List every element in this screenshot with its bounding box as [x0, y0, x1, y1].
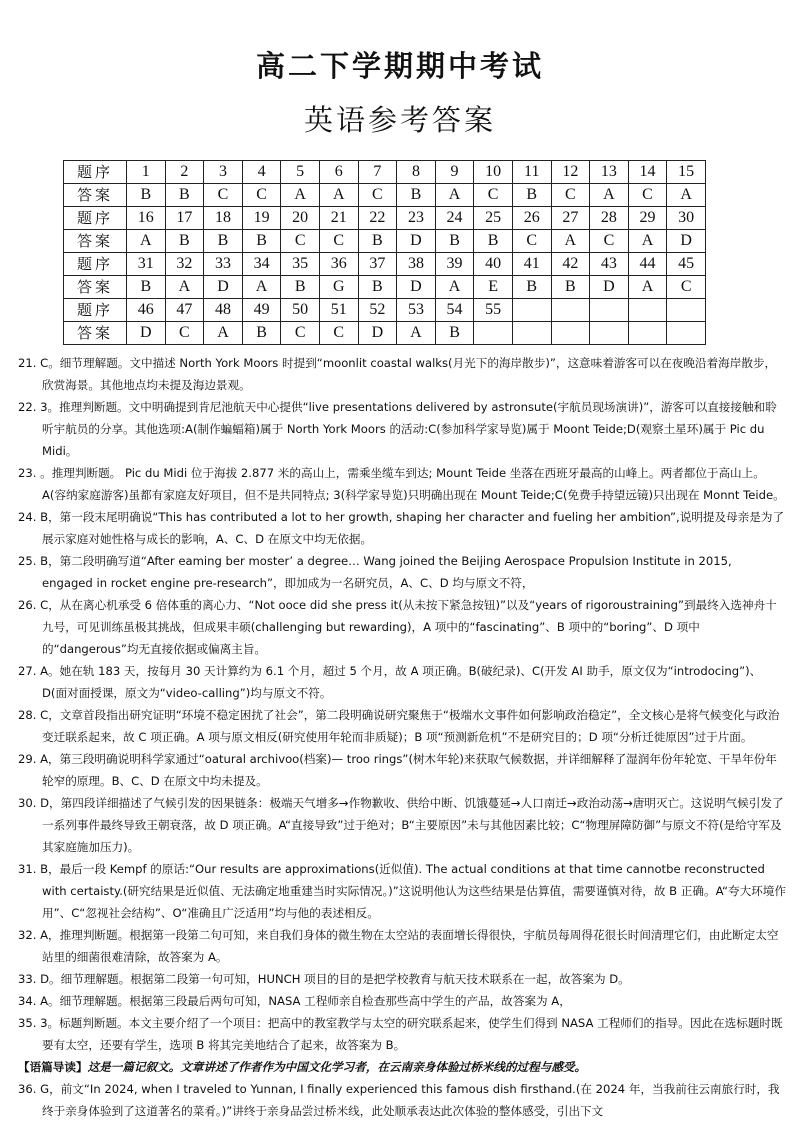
answer-cell: A: [435, 276, 474, 299]
answer-cell: D: [204, 276, 243, 299]
answer-cell: C: [319, 230, 358, 253]
answer-cell: B: [165, 230, 204, 253]
question-number-cell: [667, 299, 706, 322]
explanation-paragraph: 27. A。她在轨 183 天，按每月 30 天计算约为 6.1 个月，超过 5 个月，故 A 项正确。B(破纪录)、C(开发 AI 助手，原文仅为“introdocing”)、D(面对面授课，原文为“video-calling”)均与原文不符。: [18, 664, 762, 700]
answer-cell: A: [242, 276, 281, 299]
answer-cell: [628, 322, 667, 345]
question-number-cell: 44: [628, 253, 667, 276]
question-number-cell: 48: [204, 299, 243, 322]
answer-header-cell: 答案: [64, 276, 127, 299]
answer-cell: C: [474, 184, 513, 207]
question-number-cell: 23: [397, 207, 436, 230]
answer-cell: D: [397, 276, 436, 299]
question-number-cell: 33: [204, 253, 243, 276]
question-number-cell: 55: [474, 299, 513, 322]
question-number-cell: 30: [667, 207, 706, 230]
answer-cell: C: [204, 184, 243, 207]
answer-cell: C: [319, 322, 358, 345]
answer-cell: C: [667, 276, 706, 299]
question-number-cell: 32: [165, 253, 204, 276]
answer-cell: C: [628, 184, 667, 207]
answer-cell: G: [319, 276, 358, 299]
question-number-cell: 34: [242, 253, 281, 276]
question-number-cell: 6: [319, 161, 358, 184]
question-number-cell: 52: [358, 299, 397, 322]
question-header-cell: 题序: [64, 299, 127, 322]
explanation-paragraph: 21. C。细节理解题。文中描述 North York Moors 时提到“moonlit coastal walks(月光下的海岸散步)”，这意味着游客可以在夜晚沿着海岸散步，欣赏海景。其他地点均未提及海边景观。: [18, 356, 777, 392]
answer-cell: A: [165, 276, 204, 299]
answer-cell: [512, 322, 551, 345]
question-number-cell: 16: [127, 207, 166, 230]
explanation-paragraph: 25. B，第二段明确写道“After eaming ber moster’ a degree… Wang joined the Beijing Aerospace Propulsion Institute in 2015, engaged in rocket engine pre-research”，即加成为一名研究员，A、C、D 均与原文不符，: [18, 554, 732, 590]
answer-cell: B: [358, 276, 397, 299]
question-number-cell: 43: [590, 253, 629, 276]
explanation-paragraph: 36. G，前文“In 2024, when I traveled to Yunnan, I finally experienced this famous dish firsthand.(在 2024 年，当我前往云南旅行时，我终于亲身体验到了这道著名的菜肴。)”讲终于亲身品尝过桥米线，此处顺承表达此次体验的整体感受，引出下文: [18, 1082, 780, 1118]
answer-header-cell: 答案: [64, 322, 127, 345]
question-number-cell: 47: [165, 299, 204, 322]
answer-cell: B: [281, 276, 320, 299]
answer-cell: A: [319, 184, 358, 207]
answer-cell: [474, 322, 513, 345]
question-number-row: [64, 207, 706, 230]
answer-cell: A: [551, 230, 590, 253]
question-number-cell: 50: [281, 299, 320, 322]
question-number-cell: 29: [628, 207, 667, 230]
question-number-cell: 12: [551, 161, 590, 184]
question-number-cell: 45: [667, 253, 706, 276]
explanation-paragraph: 23. 。推理判断题。 Pic du Midi 位于海拔 2.877 米的高山上，需乘坐缆车到达; Mount Teide 坐落在西班牙最高的山峰上。两者都位于高山上。A(容纳家庭游客)虽都有家庭友好项目，但不是共同特点; 3(科学家导览)只明确出现在 Mount Teide;C(免费手持望远镜)只出现在 Monnt Teide。: [18, 466, 785, 502]
answer-cell: C: [165, 322, 204, 345]
answer-cell: B: [435, 322, 474, 345]
question-number-cell: 25: [474, 207, 513, 230]
question-number-cell: 51: [319, 299, 358, 322]
answer-cell: A: [204, 322, 243, 345]
question-number-cell: 42: [551, 253, 590, 276]
reading-guide-text: 这是一篇记叙文。文章讲述了作者作为中国文化学习者，在云南亲身体验过桥米线的过程与感受。: [87, 1060, 587, 1074]
answer-cell: B: [358, 230, 397, 253]
answer-cell: B: [397, 184, 436, 207]
question-number-cell: 18: [204, 207, 243, 230]
answer-cell: D: [127, 322, 166, 345]
question-number-cell: 36: [319, 253, 358, 276]
question-number-cell: 4: [242, 161, 281, 184]
explanation-paragraph: 26. C，从在离心机承受 6 倍体重的离心力、“Not ooce did she press it(从未按下紧急按钮)”以及“years of rigoroustraining”到最终入选神舟十九号，可见训练虽极其挑战，但成果丰硕(challenging but rewarding)，A 项中的“fascinating”、B 项中的“boring”、D 项中的“dangerous”均无直接依据或偏离主旨。: [18, 598, 777, 656]
answer-cell: B: [435, 230, 474, 253]
question-header-cell: 题序: [64, 161, 127, 184]
question-number-cell: 27: [551, 207, 590, 230]
answer-cell: A: [435, 184, 474, 207]
question-number-cell: 38: [397, 253, 436, 276]
question-number-cell: 15: [667, 161, 706, 184]
answer-cell: C: [551, 184, 590, 207]
question-number-cell: 49: [242, 299, 281, 322]
question-number-cell: 22: [358, 207, 397, 230]
question-number-cell: 28: [590, 207, 629, 230]
question-header-cell: 题序: [64, 253, 127, 276]
answer-cell: [551, 322, 590, 345]
question-number-row: [64, 253, 706, 276]
question-number-cell: 1: [127, 161, 166, 184]
question-number-cell: 5: [281, 161, 320, 184]
answer-cell: A: [590, 184, 629, 207]
answer-cell: B: [512, 276, 551, 299]
question-number-cell: 54: [435, 299, 474, 322]
explanations-section: [18, 352, 786, 1122]
question-number-cell: 19: [242, 207, 281, 230]
answer-row: [64, 322, 706, 345]
answer-header-cell: 答案: [64, 230, 127, 253]
answer-cell: C: [512, 230, 551, 253]
question-number-cell: 53: [397, 299, 436, 322]
answer-cell: B: [165, 184, 204, 207]
explanation-paragraph: 34. A。细节理解题。根据第三段最后两句可知，NASA 工程师亲自检查那些高中学生的产品，故答案为 A，: [18, 994, 571, 1008]
question-number-cell: 24: [435, 207, 474, 230]
answer-cell: B: [242, 230, 281, 253]
explanation-paragraph: 33. D。细节理解题。根据第二段第一句可知，HUNCH 项目的目的是把学校教育与航天技术联系在一起，故答案为 D。: [18, 972, 630, 986]
question-number-cell: 31: [127, 253, 166, 276]
question-number-cell: 13: [590, 161, 629, 184]
question-number-cell: 11: [512, 161, 551, 184]
question-number-cell: 7: [358, 161, 397, 184]
question-number-cell: 3: [204, 161, 243, 184]
reading-guide-label: 【语篇导读】: [18, 1060, 88, 1074]
question-number-cell: 9: [435, 161, 474, 184]
question-number-cell: 17: [165, 207, 204, 230]
question-number-cell: 37: [358, 253, 397, 276]
answer-cell: D: [667, 230, 706, 253]
question-number-cell: [512, 299, 551, 322]
answer-cell: A: [397, 322, 436, 345]
answer-cell: D: [358, 322, 397, 345]
answer-cell: [590, 322, 629, 345]
answer-cell: A: [667, 184, 706, 207]
question-header-cell: 题序: [64, 207, 127, 230]
question-number-cell: 35: [281, 253, 320, 276]
answer-cell: A: [628, 230, 667, 253]
question-number-cell: 40: [474, 253, 513, 276]
answer-header-cell: 答案: [64, 184, 127, 207]
answer-cell: D: [590, 276, 629, 299]
answer-row: [64, 184, 706, 207]
question-number-cell: [628, 299, 667, 322]
explanation-paragraph: 29. A，第三段明确说明科学家通过“oatural archivoo(档案)— troo rings”(树木年轮)来获取气候数据，并详细解释了湿润年份年轮宽、干旱年份年轮窄的原理。B、C、D 在原文中均未提及。: [18, 752, 777, 788]
question-number-cell: [551, 299, 590, 322]
reading-guide: [18, 1056, 786, 1078]
question-number-cell: 21: [319, 207, 358, 230]
answer-cell: [667, 322, 706, 345]
answer-cell: B: [551, 276, 590, 299]
question-number-cell: 46: [127, 299, 166, 322]
question-number-cell: 20: [281, 207, 320, 230]
answer-cell: B: [242, 322, 281, 345]
answer-cell: B: [127, 184, 166, 207]
answer-cell: A: [127, 230, 166, 253]
explanation-paragraph: 30. D，第四段详细描述了气候引发的因果链条：极端天气增多→作物歉收、供给中断、饥饿蔓延→人口南迁→政治动荡→唐明灭亡。这说明气候引发了一系列事件最终导致王朝衰落，故 D 项正确。A“直接导致”过于绝对；B“主要原因”未与其他因素比较；C“物理屏障防御”与原文不符(是给守军及其家庭施加压力)。: [18, 796, 784, 854]
explanation-paragraph: 24. B，第一段末尾明确说“This has contributed a lot to her growth, shaping her character and fueling her ambition”,说明提及母亲是为了展示家庭对她性格与成长的影响，A、C、D 在原文中均无依据。: [18, 510, 785, 546]
explanation-paragraph: 22. 3。推理判断题。文中明确提到肯尼池航天中心提供“live presentations delivered by astronsute(宇航员现场演讲)”，游客可以直接接触和聆听宇航员的分享。其他选项:A(制作蝙蝠箱)属于 North York Moors 的活动:C(参加科学家导览)属于 Moont Teide;D(观察土星环)属于 Pic du Midi。: [18, 400, 777, 458]
question-number-cell: 2: [165, 161, 204, 184]
answer-table: [63, 160, 706, 345]
explanation-paragraph: 31. B，最后一段 Kempf 的原话:“Our results are approximations(近似值). The actual conditions at that time cannotbe reconstructed with certaisty.(研究结果是近似值、无法确定地重建当时实际情况。)”这说明他认为这些结果是估算值，需要谨慎对待，故 B 正确。A“夸大环境作用”、C“忽视社会结构”、O“准确且广泛适用”均与他的表述相反。: [18, 862, 786, 920]
answer-cell: C: [281, 322, 320, 345]
explanation-paragraph: 32. A，推理判断题。根据第一段第二句可知，来自我们身体的微生物在太空站的表面增长得很快，宇航员每周得花很长时间清理它们，由此断定太空站里的细菌很难清除，故答案为 A。: [18, 928, 779, 964]
answer-cell: C: [281, 230, 320, 253]
answer-row: [64, 276, 706, 299]
answer-cell: B: [512, 184, 551, 207]
explanation-paragraph: 35. 3。标题判断题。本文主要介绍了一个项目：把高中的教室教学与太空的研究联系起来，使学生们得到 NASA 工程师们的指导。因此在选标题时既要有太空，还要有学生，选项 B 将其完美地结合了起来，故答案为 B。: [18, 1016, 783, 1052]
answer-cell: A: [281, 184, 320, 207]
exam-subtitle: 英语参考答案: [303, 103, 496, 137]
answer-cell: B: [204, 230, 243, 253]
question-number-cell: 14: [628, 161, 667, 184]
answer-cell: B: [127, 276, 166, 299]
question-number-cell: 8: [397, 161, 436, 184]
answer-cell: D: [397, 230, 436, 253]
exam-title: 高二下学期期中考试: [255, 49, 544, 83]
answer-cell: C: [242, 184, 281, 207]
explanation-paragraph: 28. C，文章首段指出研究证明“环境不稳定困扰了社会”，第二段明确说研究聚焦于“极端水文事件如何影响政治稳定”，全文核心是将气候变化与政治变迁联系起来，故 C 项正确。A 项与原文相反(研究使用年轮而非质疑)；B 项“预测新危机”不是研究目的；D 项“分析迁徙原因”过于片面。: [18, 708, 780, 744]
question-number-row: [64, 161, 706, 184]
question-number-cell: [590, 299, 629, 322]
question-number-row: [64, 299, 706, 322]
answer-cell: A: [628, 276, 667, 299]
question-number-cell: 39: [435, 253, 474, 276]
question-number-cell: 26: [512, 207, 551, 230]
answer-cell: E: [474, 276, 513, 299]
answer-cell: C: [358, 184, 397, 207]
answer-cell: C: [590, 230, 629, 253]
answer-row: [64, 230, 706, 253]
question-number-cell: 41: [512, 253, 551, 276]
answer-cell: B: [474, 230, 513, 253]
question-number-cell: 10: [474, 161, 513, 184]
